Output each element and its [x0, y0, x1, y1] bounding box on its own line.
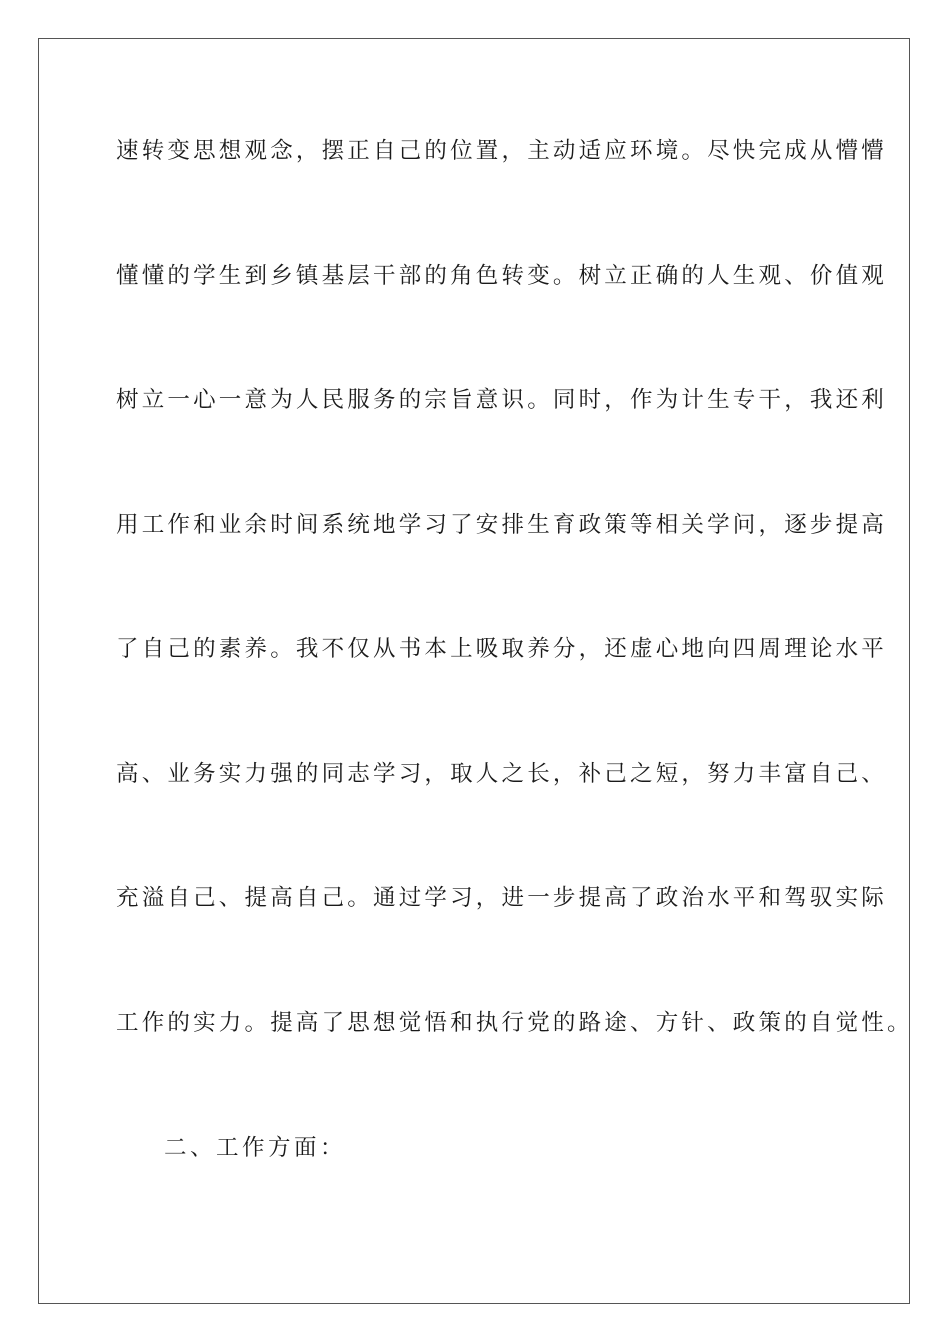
paragraph-line-8: 工作的实力。提高了思想觉悟和执行党的路途、方针、政策的自觉性。 — [116, 1010, 913, 1036]
paragraph-line-7: 充溢自己、提高自己。通过学习，进一步提高了政治水平和驾驭实际 — [116, 885, 888, 911]
paragraph-line-4: 用工作和业余时间系统地学习了安排生育政策等相关学问，逐步提高 — [116, 512, 888, 538]
paragraph-line-6: 高、业务实力强的同志学习，取人之长，补己之短，努力丰富自己、 — [116, 761, 888, 787]
paragraph-line-2: 懂懂的学生到乡镇基层干部的角色转变。树立正确的人生观、价值观 — [116, 263, 888, 289]
paragraph-line-1: 速转变思想观念，摆正自己的位置，主动适应环境。尽快完成从懵懵 — [116, 138, 888, 164]
paragraph-line-3: 树立一心一意为人民服务的宗旨意识。同时，作为计生专干，我还利 — [116, 387, 888, 413]
section-heading: 二、工作方面： — [164, 1135, 347, 1161]
paragraph-line-5: 了自己的素养。我不仅从书本上吸取养分，还虚心地向四周理论水平 — [116, 636, 888, 662]
page-border — [38, 38, 913, 1304]
